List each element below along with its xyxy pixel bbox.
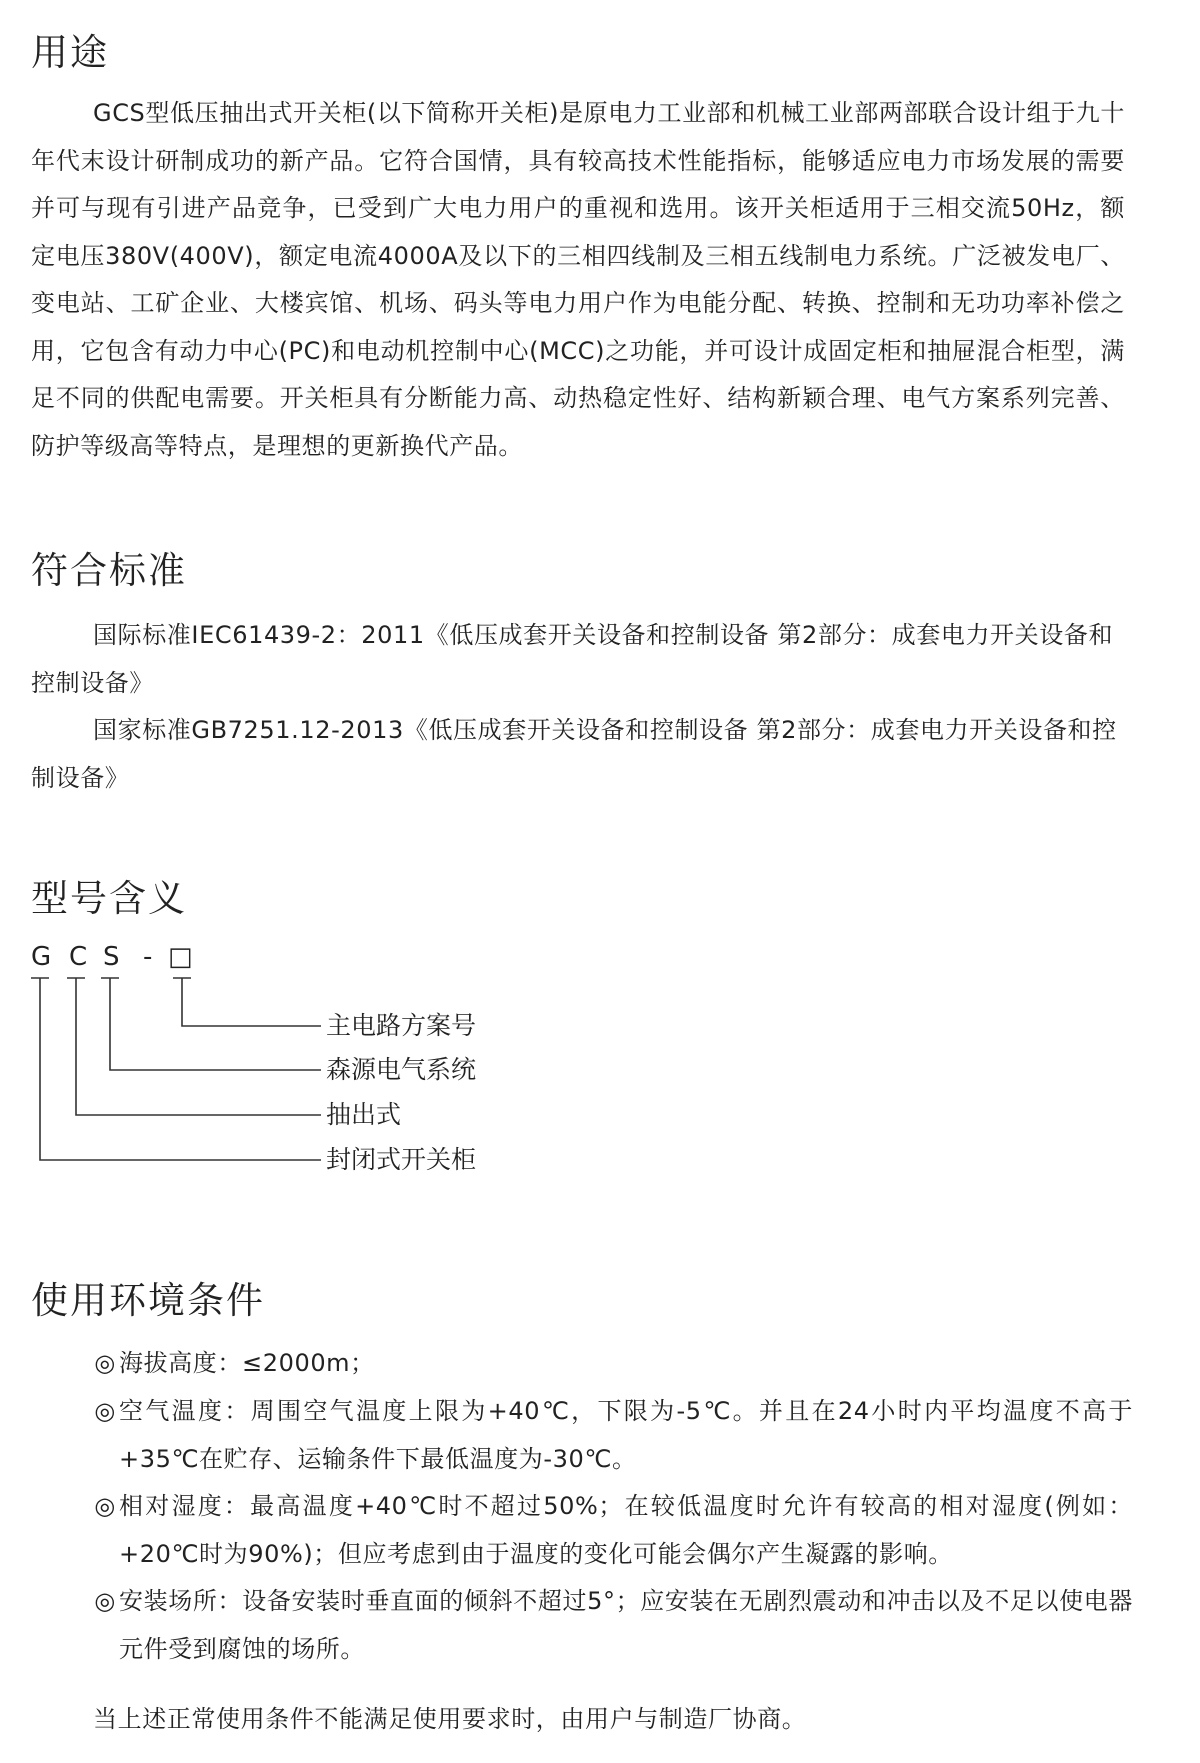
environment-item: ◎ 空气温度：周围空气温度上限为+40℃，下限为-5℃。并且在24小时内平均温度不高于+35℃在贮存、运输条件下最低温度为-30℃。 xyxy=(93,1388,1133,1483)
code-box: □ xyxy=(168,942,193,972)
code-dash: - xyxy=(143,942,153,972)
bullet-icon: ◎ xyxy=(94,1587,116,1615)
bullet-icon: ◎ xyxy=(94,1492,116,1520)
connector-line-g xyxy=(40,978,321,1160)
environment-heading: 使用环境条件 xyxy=(31,1279,265,1322)
code-letter-g: G xyxy=(31,942,52,972)
model-label-drawout: 抽出式 xyxy=(326,1100,402,1129)
environment-note: 当上述正常使用条件不能满足使用要求时，由用户与制造厂协商。 xyxy=(93,1705,807,1733)
code-letter-s: S xyxy=(103,942,120,972)
connector-line-box xyxy=(182,978,321,1026)
connector-line-c xyxy=(76,978,321,1115)
model-heading: 型号含义 xyxy=(31,877,187,920)
model-label-enclosed: 封闭式开关柜 xyxy=(326,1145,477,1174)
environment-item: ◎ 海拔高度：≤2000m； xyxy=(93,1340,1133,1388)
connector-line-s xyxy=(110,978,321,1070)
environment-item: ◎ 相对湿度：最高温度+40℃时不超过50%；在较低温度时允许有较高的相对湿度(例如：+20℃时为90%)；但应考虑到由于温度的变化可能会偶尔产生凝露的影响。 xyxy=(93,1483,1133,1578)
model-code-diagram xyxy=(31,940,531,1200)
usage-heading: 用途 xyxy=(31,31,109,74)
standard-item: 国际标准IEC61439-2：2011《低压成套开关设备和控制设备 第2部分：成套电力开关设备和控制设备》 xyxy=(31,621,1114,697)
model-label-system: 森源电气系统 xyxy=(326,1055,477,1084)
bullet-icon: ◎ xyxy=(94,1397,116,1425)
standards-heading: 符合标准 xyxy=(31,549,187,592)
usage-paragraph: GCS型低压抽出式开关柜(以下简称开关柜)是原电力工业部和机械工业部两部联合设计组于九十年代末设计研制成功的新产品。它符合国情，具有较高技术性能指标，能够适应电力市场发展的需要并可与现有引进产品竞争，已受到广大电力用户的重视和选用。该开关柜适用于三相交流50Hz，额定电压380V(400V)，额定电流4000A及以下的三相四线制及三相五线制电力系统。广泛被发电厂、变电站、工矿企业、大楼宾馆、机场、码头等电力用户作为电能分配、转换、控制和无功功率补偿之用，它包含有动力中心(PC)和电动机控制中心(MCC)之功能，并可设计成固定柜和抽屉混合柜型，满足不同的供配电需要。开关柜具有分断能力高、动热稳定性好、结构新颖合理、电气方案系列完善、防护等级高等特点，是理想的更新换代产品。 xyxy=(31,99,1125,460)
code-letter-c: C xyxy=(69,942,88,972)
bullet-icon: ◎ xyxy=(94,1349,116,1377)
model-label-main-circuit: 主电路方案号 xyxy=(326,1011,477,1040)
environment-item: ◎ 安装场所：设备安装时垂直面的倾斜不超过5°；应安装在无剧烈震动和冲击以及不足以使电器元件受到腐蚀的场所。 xyxy=(93,1578,1133,1673)
standard-item: 国家标准GB7251.12-2013《低压成套开关设备和控制设备 第2部分：成套电力开关设备和控制设备》 xyxy=(31,716,1117,792)
